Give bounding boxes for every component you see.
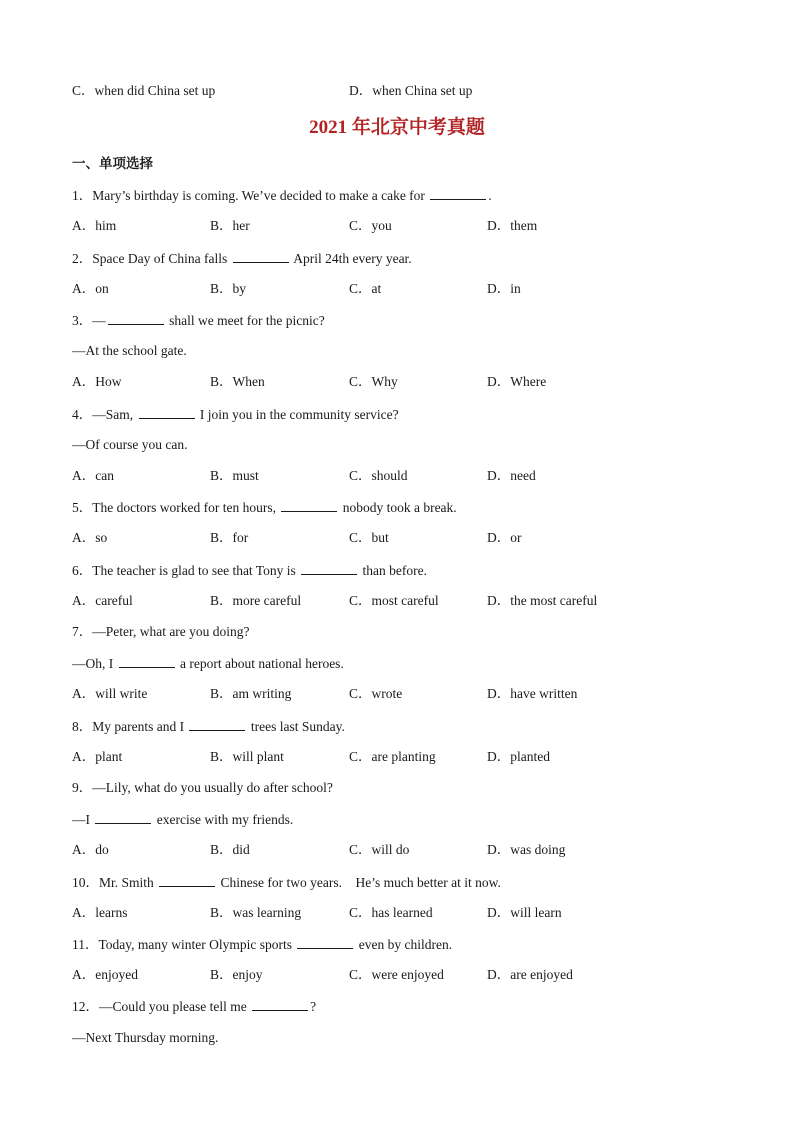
option-d[interactable]: D．was doing xyxy=(487,842,566,857)
option-c[interactable]: C．should xyxy=(349,468,408,483)
option-d[interactable]: D．are enjoyed xyxy=(487,967,573,982)
option-b[interactable]: B．did xyxy=(210,842,250,857)
exam-title: 2021 年北京中考真题 xyxy=(309,117,485,138)
option-b[interactable]: B．more careful xyxy=(210,593,302,608)
option-b[interactable]: B．When xyxy=(210,374,265,389)
question-8-options xyxy=(72,748,732,766)
question-11-options xyxy=(72,966,732,984)
question-5-options xyxy=(72,529,732,547)
question-6: 6．The teacher is glad to see that Tony is than before. xyxy=(72,563,427,578)
option-c[interactable]: C．at xyxy=(349,281,382,296)
question-9-options xyxy=(72,841,732,859)
option-d[interactable]: D．will learn xyxy=(487,905,562,920)
question-7-options xyxy=(72,685,732,703)
question-7: 7．—Peter, what are you doing? xyxy=(72,624,250,639)
question-9: 9．—Lily, what do you usually do after school? xyxy=(72,780,333,795)
question-1: 1．Mary’s birthday is coming. We’ve decided to make a cake for . xyxy=(72,188,492,203)
question-8: 8．My parents and I trees last Sunday. xyxy=(72,719,345,734)
option-b[interactable]: B．by xyxy=(210,281,247,296)
answer-blank xyxy=(95,810,151,824)
option-c[interactable]: C．Why xyxy=(349,374,398,389)
answer-blank xyxy=(281,498,337,512)
option-b[interactable]: B．for xyxy=(210,530,249,545)
prev-question-options xyxy=(72,82,732,100)
option-b[interactable]: B．her xyxy=(210,218,250,233)
option-c[interactable]: C．wrote xyxy=(349,686,403,701)
question-7-response: —Oh, I a report about national heroes. xyxy=(72,656,344,671)
answer-blank xyxy=(297,935,353,949)
option-a[interactable]: A．learns xyxy=(72,905,128,920)
option-a[interactable]: A．enjoyed xyxy=(72,967,138,982)
question-4-options xyxy=(72,467,732,485)
question-9-response: —I exercise with my friends. xyxy=(72,812,294,827)
option-c[interactable]: C．are planting xyxy=(349,749,436,764)
option-d[interactable]: D．planted xyxy=(487,749,550,764)
question-3-options xyxy=(72,373,732,391)
option-c[interactable]: C．will do xyxy=(349,842,410,857)
option-a[interactable]: A．careful xyxy=(72,593,133,608)
option-c[interactable]: C．were enjoyed xyxy=(349,967,444,982)
option-c: C．when did China set up xyxy=(72,83,216,98)
question-2: 2．Space Day of China falls April 24th every year. xyxy=(72,251,412,266)
question-10-options xyxy=(72,904,732,922)
question-4: 4．—Sam, I join you in the community service? xyxy=(72,407,399,422)
answer-blank xyxy=(108,311,164,325)
answer-blank xyxy=(159,873,215,887)
option-a[interactable]: A．can xyxy=(72,468,114,483)
option-b[interactable]: B．enjoy xyxy=(210,967,263,982)
option-d[interactable]: D．them xyxy=(487,218,538,233)
option-c[interactable]: C．most careful xyxy=(349,593,439,608)
section-heading: 一、单项选择 xyxy=(72,156,153,172)
question-6-options xyxy=(72,592,732,610)
answer-blank xyxy=(189,717,245,731)
option-a[interactable]: A．How xyxy=(72,374,122,389)
option-a[interactable]: A．on xyxy=(72,281,109,296)
option-a[interactable]: A．plant xyxy=(72,749,123,764)
option-d[interactable]: D．have written xyxy=(487,686,578,701)
option-d[interactable]: D．Where xyxy=(487,374,547,389)
question-2-options xyxy=(72,280,732,298)
option-b[interactable]: B．must xyxy=(210,468,259,483)
option-d[interactable]: D．the most careful xyxy=(487,593,598,608)
option-b[interactable]: B．was learning xyxy=(210,905,302,920)
answer-blank xyxy=(139,405,195,419)
answer-blank xyxy=(252,997,308,1011)
option-c[interactable]: C．has learned xyxy=(349,905,433,920)
answer-blank xyxy=(233,249,289,263)
answer-blank xyxy=(119,654,175,668)
question-12: 12．—Could you please tell me ? xyxy=(72,999,317,1014)
option-a[interactable]: A．him xyxy=(72,218,117,233)
option-b[interactable]: B．am writing xyxy=(210,686,292,701)
option-a[interactable]: A．do xyxy=(72,842,109,857)
option-a[interactable]: A．will write xyxy=(72,686,148,701)
option-c[interactable]: C．but xyxy=(349,530,389,545)
question-11: 11．Today, many winter Olympic sports even by children. xyxy=(72,937,453,952)
option-b[interactable]: B．will plant xyxy=(210,749,284,764)
question-1-options xyxy=(72,217,732,235)
option-d[interactable]: D．in xyxy=(487,281,521,296)
answer-blank xyxy=(301,561,357,575)
option-d: D．when China set up xyxy=(349,83,473,98)
answer-blank xyxy=(430,186,486,200)
option-a[interactable]: A．so xyxy=(72,530,108,545)
option-d[interactable]: D．or xyxy=(487,530,522,545)
question-12-response: —Next Thursday morning. xyxy=(72,1030,219,1045)
question-5: 5．The doctors worked for ten hours, nobody took a break. xyxy=(72,500,457,515)
question-10: 10．Mr. Smith Chinese for two years. He’s much better at it now. xyxy=(72,875,501,890)
question-3-response: —At the school gate. xyxy=(72,343,187,358)
option-c[interactable]: C．you xyxy=(349,218,392,233)
option-d[interactable]: D．need xyxy=(487,468,536,483)
question-4-response: —Of course you can. xyxy=(72,437,188,452)
question-3: 3．— shall we meet for the picnic? xyxy=(72,313,325,328)
